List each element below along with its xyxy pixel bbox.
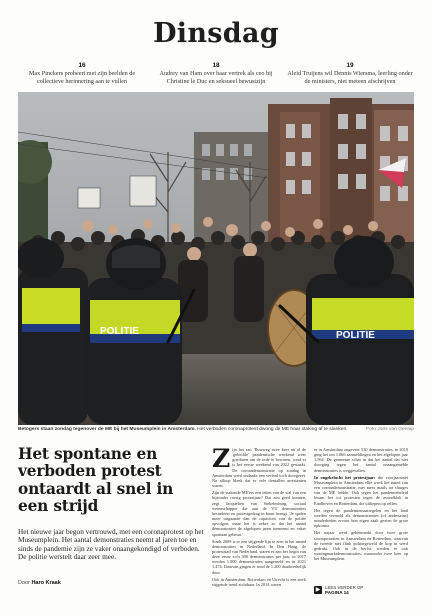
caption-lead: Betogers staan zondag tegenover de ME bij het Museumplein in Amsterdam. — [18, 427, 196, 432]
caption-body: Het verboden coronaprotest dwong de ME haar staking af te slanken. — [195, 427, 348, 432]
arrow-right-icon: ▶ — [315, 587, 321, 593]
article-headline[interactable]: Het spontane en verboden protest ontaardt al snel in een strijd — [18, 445, 174, 516]
teaser-bar — [18, 62, 414, 85]
teaser-item[interactable] — [18, 62, 146, 85]
body-text: die voorjaarsmet Museumplein in Amsterdam elke week het tuned van een coronademonstratie, met meer maals tot charges van de ME leidde. Ook tegen het pandemiebeleid kwam het tot protesten tegen de avondklok in Eindhoven en Rotterdam, die uitliepen op rellen. — [314, 474, 408, 506]
body-paragraph — [212, 447, 306, 488]
continue-page: PAGINA 14 — [325, 590, 349, 595]
body-paragraph: er in Amsterdam ongeveer 530 demonstraties, in 2019 ging het om 1.066 aanmeldingen en het afgelopen jaar 1.564. De gemeente schat in dat het aantal dat niet doorging tegen het aantal onaangemelde demonstraties is weggevallen. — [314, 447, 408, 473]
byline — [18, 580, 61, 586]
byline-author: Haro Kraak — [31, 580, 61, 586]
byline-prefix: Door — [18, 580, 30, 586]
continue-reading-text — [325, 585, 363, 595]
body-paragraph — [314, 475, 408, 506]
photo-caption — [18, 427, 414, 433]
page-title: Dinsdag — [153, 18, 279, 49]
body-paragraph: Het tegen de pandemiemaatregelen en het land werden vermeld als demonstranties (of anderszins) minderheden ervoor hun eigen zaak gezien de grote opkomst. — [314, 507, 408, 529]
teaser-item[interactable] — [286, 62, 414, 85]
teaser-page-number: 16 — [78, 62, 86, 69]
body-paragraph: Zijn de stakende ME'ers een teken van de wal van een bijzonder roerig protestjaar? Dat zou goed kunnen, zegt Jacquelien van Stekelenburg, sociaal wetenschapper die aan de VU demonstraties bestudeert en protestgedrag in kaart brengt. 'Je spelen meer uitgaande dan de capaciteit van de politie opvolgen, maar het is zeker zo dat het aantal demonstraties de afgelopen jaren toeneemt en vaker spontaan gebeurt.' — [212, 490, 306, 537]
teaser-page-number: 18 — [212, 62, 220, 69]
article-lead: Het nieuwe jaar begon vertrouwd, met een coronaprotest op het Museumplein. Het aantal demonstraties neemt al jaren toe en sinds de pandemie zijn ze vaker onaangekondigd of verboden. De politie werstelt daar zeer mee. — [18, 527, 204, 562]
body-column-1 — [212, 447, 306, 597]
body-paragraph: Het najaar werd gekenmerkt door twee grote stormprotesten in Amsterdam en Rotterdam, waarvan de tweede met flink politiegeweld de kop in werd gedrukt. Ook in de herfst: werden er ook woningmarktdemonstraties, waaronder twee keer op het Museumplein. — [314, 530, 408, 562]
caption-text — [18, 427, 348, 433]
news-photo — [18, 92, 414, 425]
body-column-2 — [314, 447, 408, 580]
photo-credit: Foto Joris van Gennip — [366, 427, 414, 432]
body-paragraph: Sinds 2009 is er een stijgende lijn te zien in het aantal demonstraties in Nederland. In Den Haag, de proteststad van Nederland, waren er aan het begin van deze eeuw zo'n 300 demonstraties per jaar, in 2017 werden 1.000 demonstraties aangemeld en in 2021 1.474. Daarvan gingen er rond de 1.200 daadwerkelijk door. — [212, 538, 306, 575]
body-text: ijn het zat: 'Ruwweg twee keer nu al de 'geloofde' pandemische weekend weer goeduren om de orde te bewaren, werd er is het eerste weekend van 2022 gestaakt. De coronademonstratie op zondag in Amsterdam werd ondanks een verbod toch doorgezet. Na afloop bleek dat er vele tientallen arrestanten waren. — [212, 447, 306, 489]
teaser-page-number: 19 — [346, 62, 354, 69]
police-shield-label: POLITIE — [100, 326, 139, 337]
teaser-text: Aleid Truijens wil Dennis Wiersma, leerling onder de ministers, niet meteen afschrijven — [287, 70, 413, 85]
police-shield-label: POLITIE — [336, 330, 375, 341]
teaser-text: Audrey van Ham over haar vertrek als ceo bij Christine le Duc en seksueel bewustzijn — [159, 70, 273, 85]
body-paragraph: Ook in Amsterdam, Rotterdam en Utrecht is een sterk stijgende trend zichtbaar. In 2014 waren — [212, 576, 306, 587]
teaser-item[interactable] — [152, 62, 280, 85]
teaser-text: Max Pinckers probeert met zijn beelden de collectieve herinnering aan te vullen — [28, 70, 136, 85]
subhead: In ongekelucht het protestjaar: — [314, 474, 376, 480]
protest-photo-illustration — [18, 92, 414, 425]
continue-reading-link[interactable] — [314, 585, 363, 595]
continue-label: LEES VERDER OP — [325, 585, 364, 590]
drop-cap: Z — [212, 447, 231, 473]
